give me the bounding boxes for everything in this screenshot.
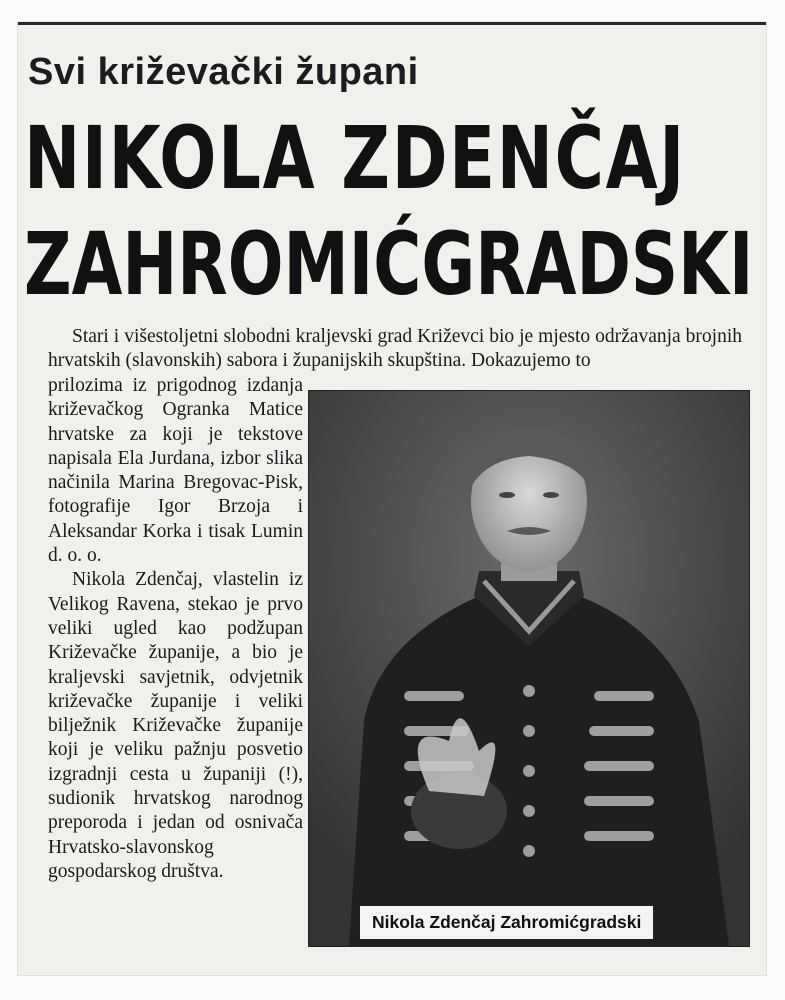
portrait-illustration [309,391,749,946]
lead-text: Stari i višestoljetni slobodni kraljevski grad Križevci bio je mjesto održavanja brojnih hrvatskih (slavonskih) sabora i županijskih skupština. Dokazujemo to [48,326,742,371]
column-paragraph-2: Nikola Zdenčaj, vlastelin iz Velikog Ravena, stekao je prvo veliki ugled kao podžupan Križevačke županije, a bio je kraljevski savjetnik, odvjetnik križevačke županije i veliki bilježnik Križevačke županije koji je veliku pažnju posvetio izgradnji cesta u županiji (!), sudionik hrvatskog narodnog preporoda i jedan od osnivača Hrvatsko-slavonskog gospodarskog društva. [48,569,303,882]
headline-line-1: NIKOLA ZDENČAJ [24,109,686,209]
photo-caption: Nikola Zdenčaj Zahromićgradski [359,905,654,940]
portrait-photo [308,390,750,947]
newspaper-clipping [18,22,766,975]
kicker-title: Svi križevački župani [28,51,419,93]
column-paragraph-1: prilozima iz prigodnog izdanja križevačkog Ogranka Matice hrvatske za koji je tekstove napisala Ela Jurdana, izbor slika načinila Marina Bregovac-Pisk, fotografije Igor Brzoja i Aleksandar Korka i tisak Lumin d. o. o. [48,375,303,567]
lead-paragraph [48,325,742,373]
article-column [48,374,303,884]
headline-line-2: ZAHROMIĆGRADSKI [24,215,754,315]
